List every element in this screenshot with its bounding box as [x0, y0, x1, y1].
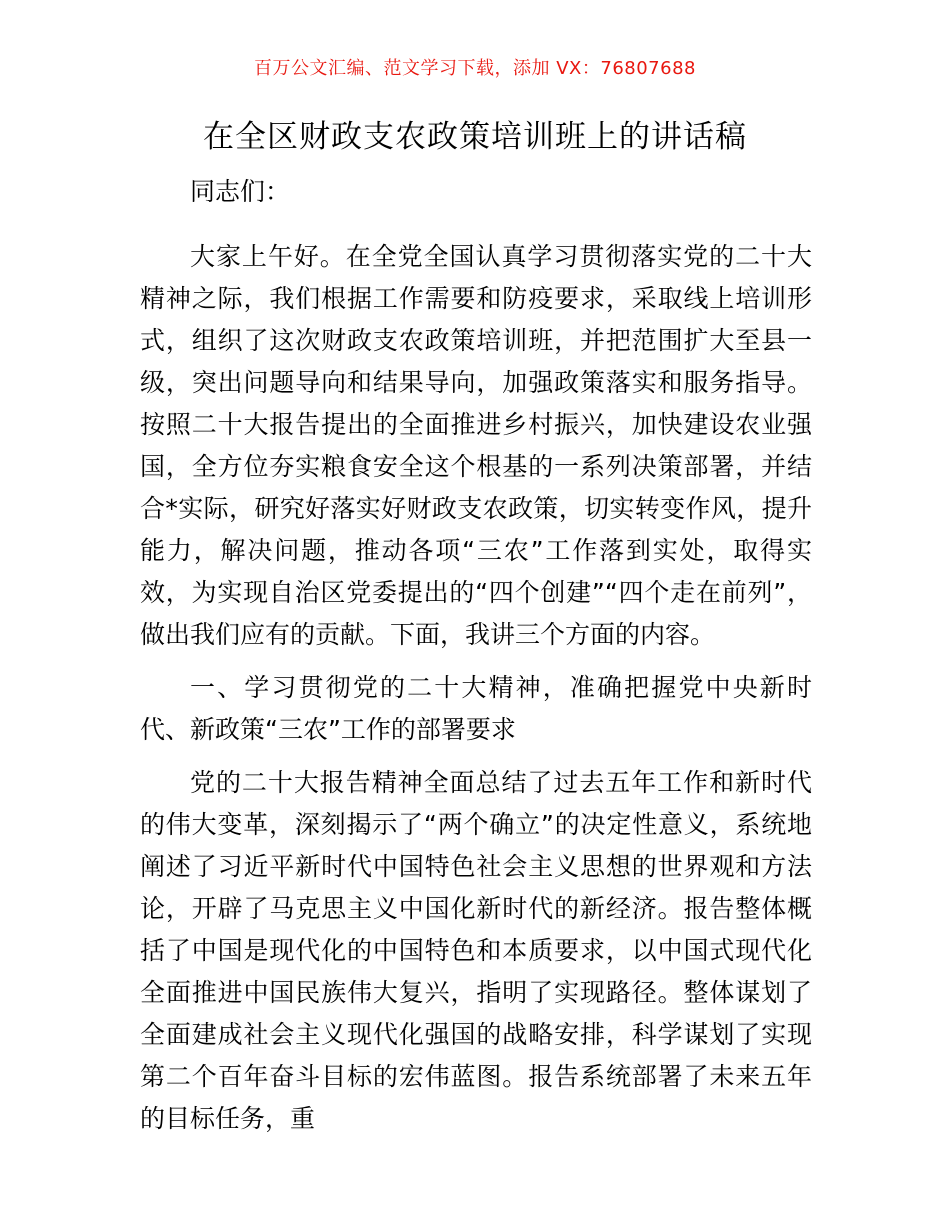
document-body [140, 171, 812, 1151]
watermark-header: 百万公文汇编、范文学习下载，添加 VX：76807688 [254, 58, 696, 79]
paragraph-intro: 大家上午好。在全党全国认真学习贯彻落实党的二十大精神之际，我们根据工作需要和防疫要求，采取线上培训形式，组织了这次财政支农政策培训班，并把范围扩大至县一级，突出问题导向和结果导向，加强政策落实和服务指导。按照二十大报告提出的全面推进乡村振兴，加快建设农业强国，全方位夯实粮食安全这个根基的一系列决策部署，并结合*实际，研究好落实好财政支农政策，切实转变作风，提升能力，解决问题，推动各项“三农”工作落到实处，取得实效，为实现自治区党委提出的“四个创建”“四个走在前列”，做出我们应有的贡献。下面，我讲三个方面的内容。 [140, 242, 812, 649]
salutation: 同志们： [190, 177, 291, 206]
document-title: 在全区财政支农政策培训班上的讲话稿 [203, 119, 747, 155]
section-heading-1: 一、学习贯彻党的二十大精神，准确把握党中央新时代、新政策“三农”工作的部署要求 [140, 673, 812, 744]
paragraph-section-1: 党的二十大报告精神全面总结了过去五年工作和新时代的伟大变革，深刻揭示了“两个确立”的决定性意义，系统地阐述了习近平新时代中国特色社会主义思想的世界观和方法论，开辟了马克思主义中国化新时代的新经济。报告整体概括了中国是现代化的中国特色和本质要求，以中国式现代化全面推进中国民族伟大复兴，指明了实现路径。整体谋划了全面建成社会主义现代化强国的战略安排，科学谋划了实现第二个百年奋斗目标的宏伟蓝图。报告系统部署了未来五年的目标任务，重 [140, 768, 812, 1133]
